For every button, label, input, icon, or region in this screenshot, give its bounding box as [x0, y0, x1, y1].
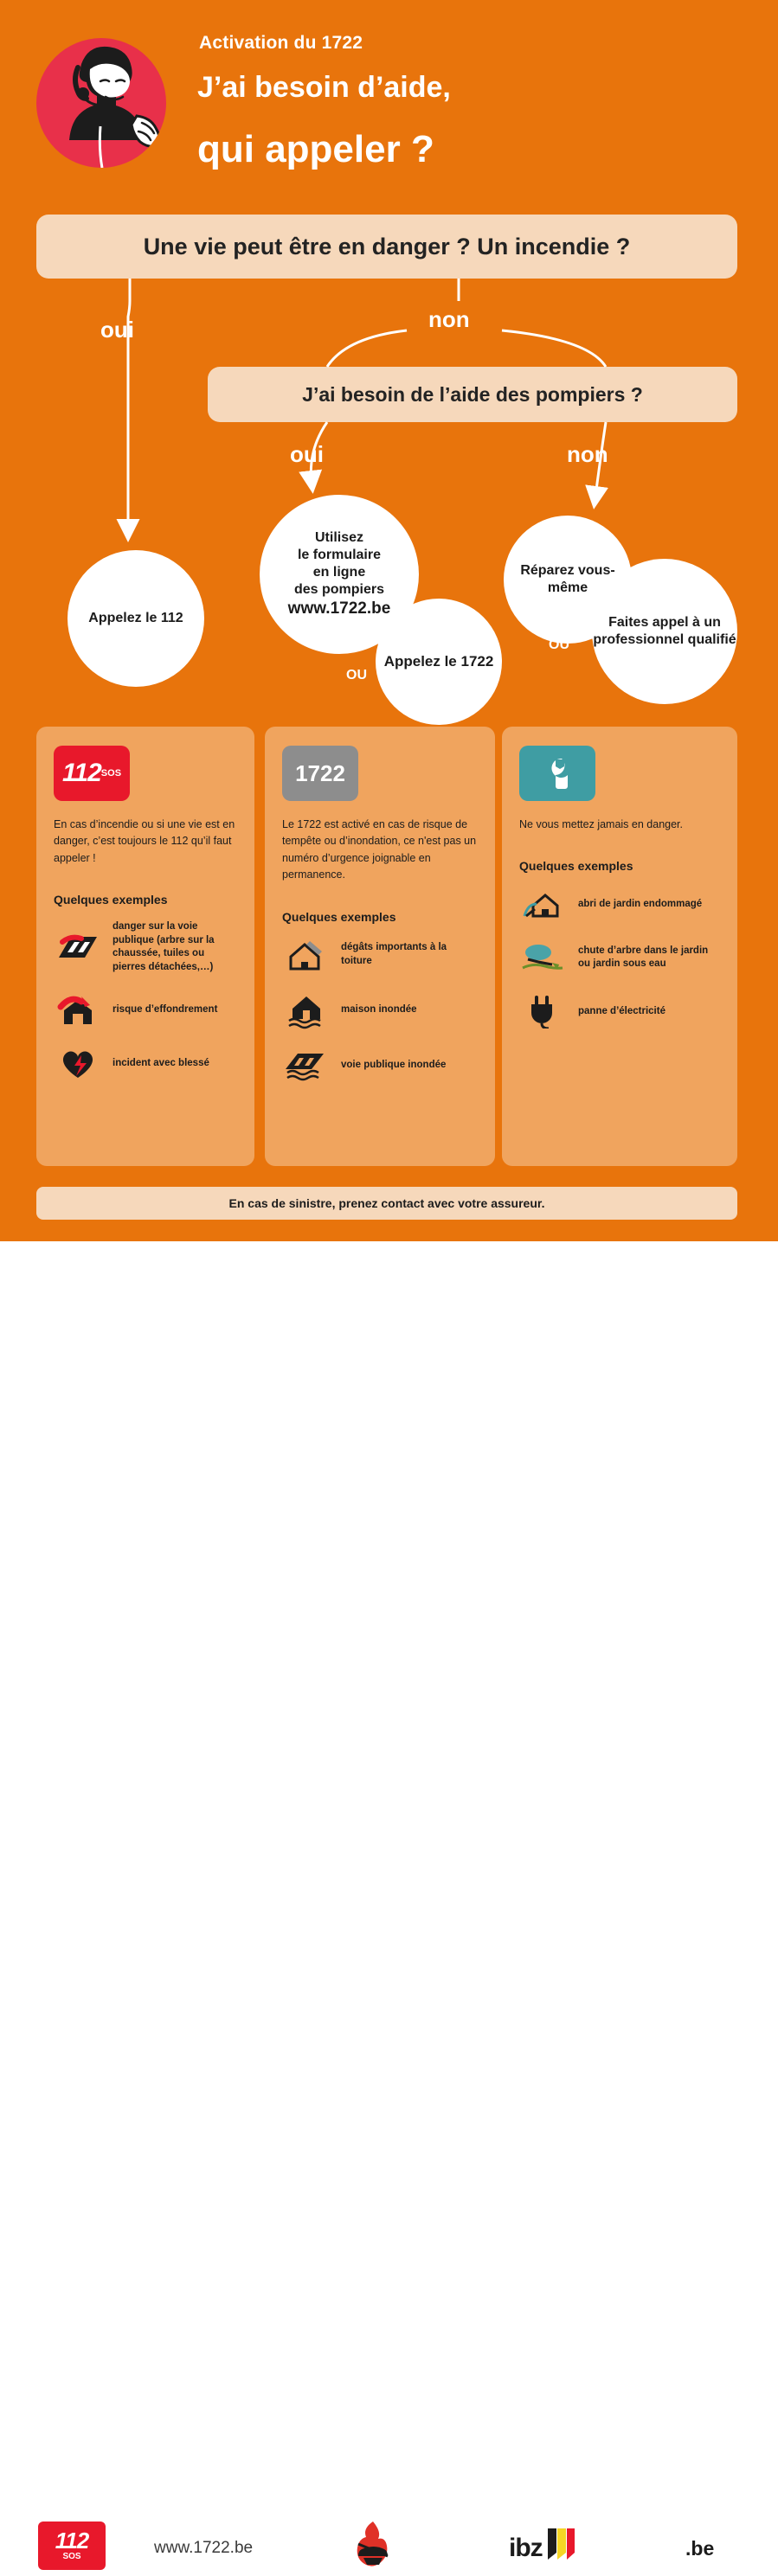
operator-headset-avatar	[36, 38, 166, 168]
outcome-call-1722	[376, 599, 502, 725]
fallen-tree-icon	[519, 940, 568, 975]
road-hazard-icon	[54, 932, 102, 963]
logo-ibz	[509, 2527, 575, 2563]
heart-injury-icon	[54, 1047, 102, 1081]
example-item	[519, 994, 720, 1028]
badge-1722	[282, 746, 358, 801]
badge-1722-number: 1722	[295, 759, 345, 786]
page-title-line1: J’ai besoin d’aide,	[197, 71, 451, 104]
form-line-2: le formulaire	[297, 548, 381, 563]
logo-112-sos: SOS	[62, 2552, 81, 2561]
badge-112-sos: SOS	[100, 768, 122, 779]
logo-be: .be	[685, 2537, 715, 2560]
branch-label-oui-1: oui	[100, 317, 134, 343]
form-url[interactable]: www.1722.be	[287, 599, 391, 618]
panel-112-text: En cas d’incendie ou si une vie est en danger, c’est toujours le 112 qu’il faut appeler !	[54, 818, 235, 864]
branch-label-oui-2: oui	[290, 441, 324, 467]
wrench-icon	[542, 756, 573, 791]
example-label: dégâts importants à la toiture	[341, 941, 447, 966]
example-label: risque d’effondrement	[113, 1004, 218, 1016]
info-panel-self-help	[502, 727, 737, 1166]
example-label: maison inondée	[341, 1003, 417, 1015]
example-label: incident avec blessé	[113, 1058, 209, 1069]
house-collapse-icon	[54, 993, 102, 1028]
form-line-3: en ligne	[312, 565, 366, 580]
panel-self-help-text: Ne vous mettez jamais en danger.	[519, 818, 683, 830]
power-plug-icon	[519, 994, 568, 1028]
example-item	[54, 920, 237, 974]
form-line-4: des pompiers	[293, 582, 384, 598]
belgian-flag-icon	[546, 2527, 575, 2561]
firefighter-helmet-logo	[346, 2518, 400, 2576]
badge-wrench	[519, 746, 595, 801]
example-label: danger sur la voie publique (arbre sur la chaussée, tuiles ou pierres détachées,…)	[113, 921, 215, 972]
roof-damage-icon	[282, 938, 331, 972]
outcome-self-repair-label: Réparez vous-même	[520, 563, 615, 595]
logo-ibz-word: ibz	[509, 2534, 543, 2562]
outcome-professional-label: Faites appel à un professionnel qualifié	[593, 615, 736, 647]
example-item	[54, 1047, 237, 1081]
header-kicker: Activation du 1722	[199, 33, 363, 53]
branch-label-non-1: non	[428, 306, 470, 332]
info-panel-1722	[265, 727, 495, 1166]
example-item	[282, 938, 478, 972]
garden-shed-icon	[519, 887, 568, 921]
example-item	[282, 991, 478, 1029]
flooded-road-icon	[282, 1048, 331, 1083]
logo-112-number: 112	[55, 2528, 89, 2554]
panel-self-help-examples-title: Quelques exemples	[519, 859, 633, 874]
or-label-1: OU	[346, 668, 367, 682]
badge-112	[54, 746, 130, 801]
outcome-call-112-label: Appelez le 112	[88, 611, 183, 625]
outcome-call-112	[68, 550, 204, 687]
example-label: panne d’électricité	[578, 1005, 665, 1016]
info-panel-112	[36, 727, 254, 1166]
example-label: abri de jardin endommagé	[578, 898, 703, 909]
form-line-1: Utilisez	[314, 530, 363, 546]
flooded-house-icon	[282, 991, 331, 1029]
example-label: voie publique inondée	[341, 1059, 447, 1070]
panel-112-examples-title: Quelques exemples	[54, 893, 168, 907]
decision-question-2: J’ai besoin de l’aide des pompiers ?	[208, 367, 737, 422]
logo-112	[38, 2522, 106, 2570]
outcome-professional	[592, 559, 737, 704]
example-item	[54, 993, 237, 1028]
outcome-call-1722-label: Appelez le 1722	[383, 653, 494, 670]
example-item	[282, 1048, 478, 1083]
infographic-poster	[0, 0, 778, 1241]
footer-logos	[0, 1241, 778, 2562]
example-item	[519, 940, 720, 975]
panel-1722-examples-title: Quelques exemples	[282, 909, 396, 924]
page-title-line2: qui appeler ?	[197, 128, 434, 170]
example-item	[519, 887, 720, 921]
example-label: chute d’arbre dans le jardin ou jardin sous eau	[578, 945, 709, 970]
footer-url[interactable]: www.1722.be	[154, 2539, 254, 2557]
insurer-banner: En cas de sinistre, prenez contact avec votre assureur.	[36, 1187, 737, 1220]
decision-question-1: Une vie peut être en danger ? Un incendie ?	[36, 215, 737, 279]
or-label-2: OU	[549, 638, 569, 652]
badge-112-number: 112	[61, 759, 101, 787]
branch-label-non-2: non	[567, 441, 608, 467]
panel-1722-text: Le 1722 est activé en cas de risque de tempête ou d’inondation, ce n'est pas un numéro d’urgence joignable en permanence.	[282, 818, 477, 881]
avatar-illustration	[36, 38, 166, 168]
